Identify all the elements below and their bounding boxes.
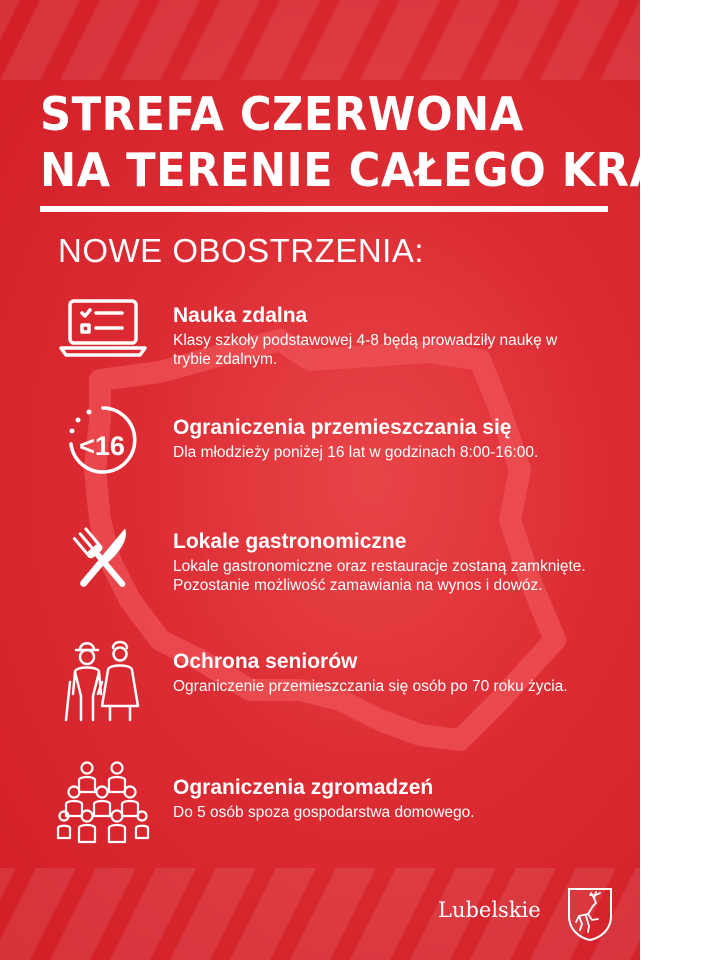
- crowd-icon: [58, 758, 148, 848]
- measure-title: Nauka zdalna: [173, 304, 308, 327]
- measure-description: Klasy szkoły podstawowej 4-8 będą prowadziły naukę w trybie zdalnym.: [173, 332, 558, 368]
- measure-description: Dla młodzieży poniżej 16 lat w godzinach 8:00-16:00.: [173, 444, 539, 461]
- under-16-icon: [58, 400, 148, 490]
- title-divider: [40, 206, 608, 212]
- laptop-checklist-icon: [58, 298, 148, 388]
- section-subtitle: NOWE OBOSTRZENIA:: [58, 232, 425, 269]
- measure-title: Lokale gastronomiczne: [173, 530, 407, 553]
- page-title: [40, 86, 716, 198]
- measure-title: Ochrona seniorów: [173, 650, 358, 673]
- brand-logo-text: Lubelskie: [438, 898, 541, 922]
- measure-description: Lokale gastronomiczne oraz restauracje zostaną zamknięte. Pozostanie możliwość zamawiania na wynos i dowóz.: [173, 558, 586, 594]
- measure-description: Ograniczenie przemieszczania się osób po 70 roku życia.: [173, 678, 568, 695]
- fork-knife-icon: [58, 526, 148, 616]
- deer-coat-of-arms-icon: [566, 886, 614, 942]
- measure-title: Ograniczenia zgromadzeń: [173, 776, 434, 799]
- seniors-icon: [58, 636, 148, 726]
- title-line-2: NA TERENIE CAŁEGO KRAJU: [40, 143, 716, 197]
- measure-description: Do 5 osób spoza gospodarstwa domowego.: [173, 804, 475, 821]
- measure-title: Ograniczenia przemieszczania się: [173, 416, 512, 439]
- title-line-1: STREFA CZERWONA: [40, 87, 524, 141]
- under-16-label: <16: [79, 431, 125, 461]
